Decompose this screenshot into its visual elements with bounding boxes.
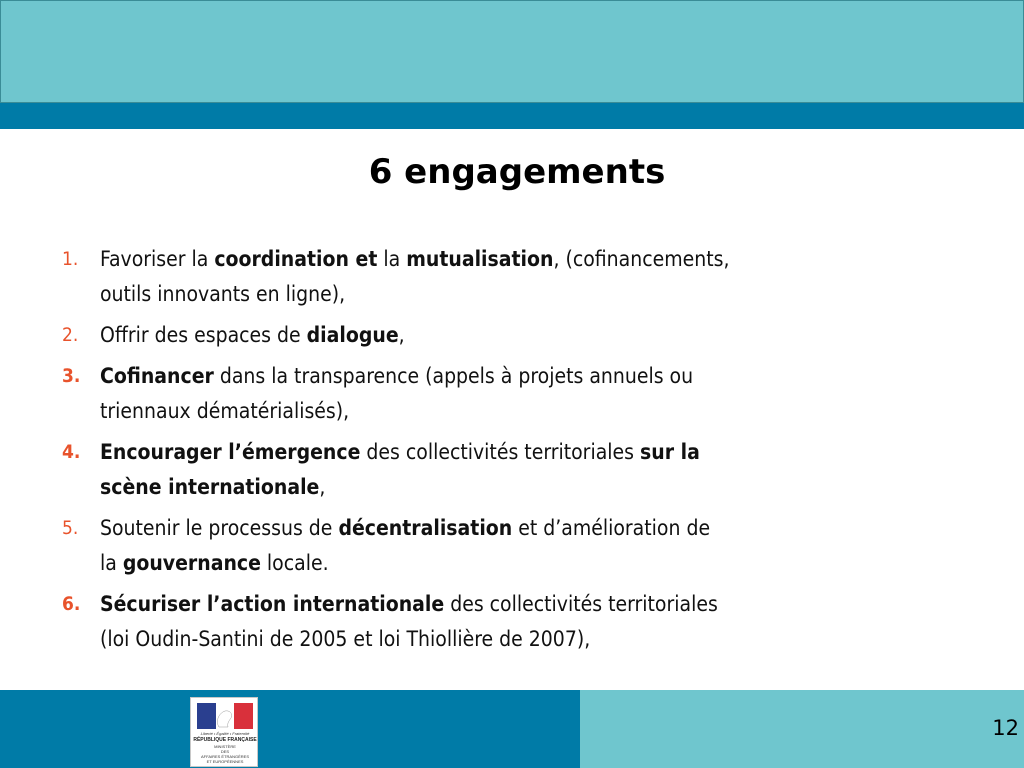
item-number: 2. <box>62 324 79 346</box>
item-number: 4. <box>62 441 81 463</box>
list-item: 3. Cofinancer dans la transparence (appels à projets annuels ou triennaux dématérialisés), <box>60 359 920 429</box>
item-number: 6. <box>62 593 81 615</box>
footer-band-left <box>0 690 580 768</box>
list-item: 2. Offrir des espaces de dialogue, <box>60 318 920 353</box>
logo-republic: RÉPUBLIQUE FRANÇAISE <box>193 737 257 743</box>
logo-motto: Liberté • Égalité • Fraternité <box>200 731 250 736</box>
list-item: 1. Favoriser la coordination et la mutualisation, (cofinancements, outils innovants en ligne), <box>60 242 920 312</box>
header-stripe <box>0 103 1024 129</box>
list-item: 4. Encourager l’émergence des collectivités territoriales sur la scène internationale, <box>60 435 920 505</box>
page-number: 12 <box>992 716 1019 740</box>
slide-title: 6 engagements <box>368 152 666 192</box>
engagements-list <box>60 242 920 663</box>
header-band <box>0 0 1024 103</box>
footer-band-right <box>580 690 1024 768</box>
item-number: 3. <box>62 365 81 387</box>
logo-ministry: MINISTÈRE DES AFFAIRES ÉTRANGÈRES ET EUROPÉENNES <box>200 744 249 764</box>
list-item: 6. Sécuriser l’action internationale des collectivités territoriales (loi Oudin-Santini de 2005 et loi Thiollière de 2007), <box>60 587 920 657</box>
item-number: 5. <box>62 517 79 539</box>
list-item: 5. Soutenir le processus de décentralisation et d’amélioration de la gouvernance locale. <box>60 511 920 581</box>
item-number: 1. <box>62 248 79 270</box>
marianne-flag-icon <box>197 703 253 729</box>
ministry-logo <box>190 697 258 767</box>
